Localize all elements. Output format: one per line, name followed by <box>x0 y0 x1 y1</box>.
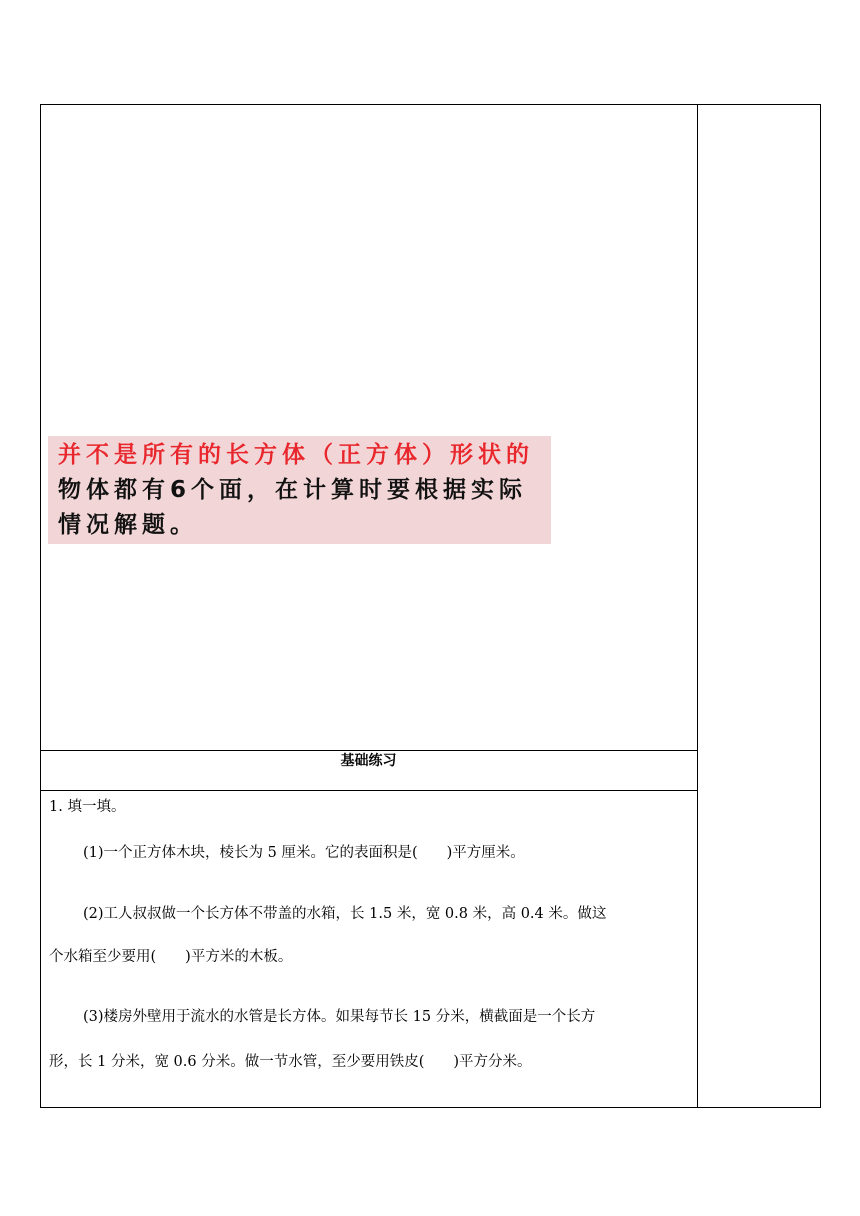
exercise-heading: 1. 填一填。 <box>49 799 126 815</box>
section-title: 基础练习 <box>340 753 397 769</box>
question-3-line-1: (3)楼房外壁用于流水的水管是长方体。如果每节长 15 分米，横截面是一个长方 <box>83 1009 596 1025</box>
tip-note-line-1: 并不是所有的长方体（正方体）形状的 <box>58 442 534 468</box>
table-column-divider <box>697 104 698 1108</box>
tip-note-line-2-text: 物体都有6个面，在计算时要根据实际 <box>58 477 528 503</box>
tip-note-line-3: 情况解题。 <box>58 512 198 538</box>
question-1: (1)一个正方体木块，棱长为 5 厘米。它的表面积是( )平方厘米。 <box>83 845 525 861</box>
tip-note-box <box>48 436 551 544</box>
question-2-line-2: 个水箱至少要用( )平方米的木板。 <box>49 949 293 965</box>
tip-note-line-2 <box>58 473 551 508</box>
table-row-divider-bottom <box>40 790 697 791</box>
question-3-line-2: 形，长 1 分米，宽 0.6 分米。做一节水管，至少要用铁皮( )平方分米。 <box>49 1054 532 1070</box>
question-2-line-1: (2)工人叔叔做一个长方体不带盖的水箱，长 1.5 米，宽 0.8 米，高 0.4 米。做这 <box>83 906 607 922</box>
